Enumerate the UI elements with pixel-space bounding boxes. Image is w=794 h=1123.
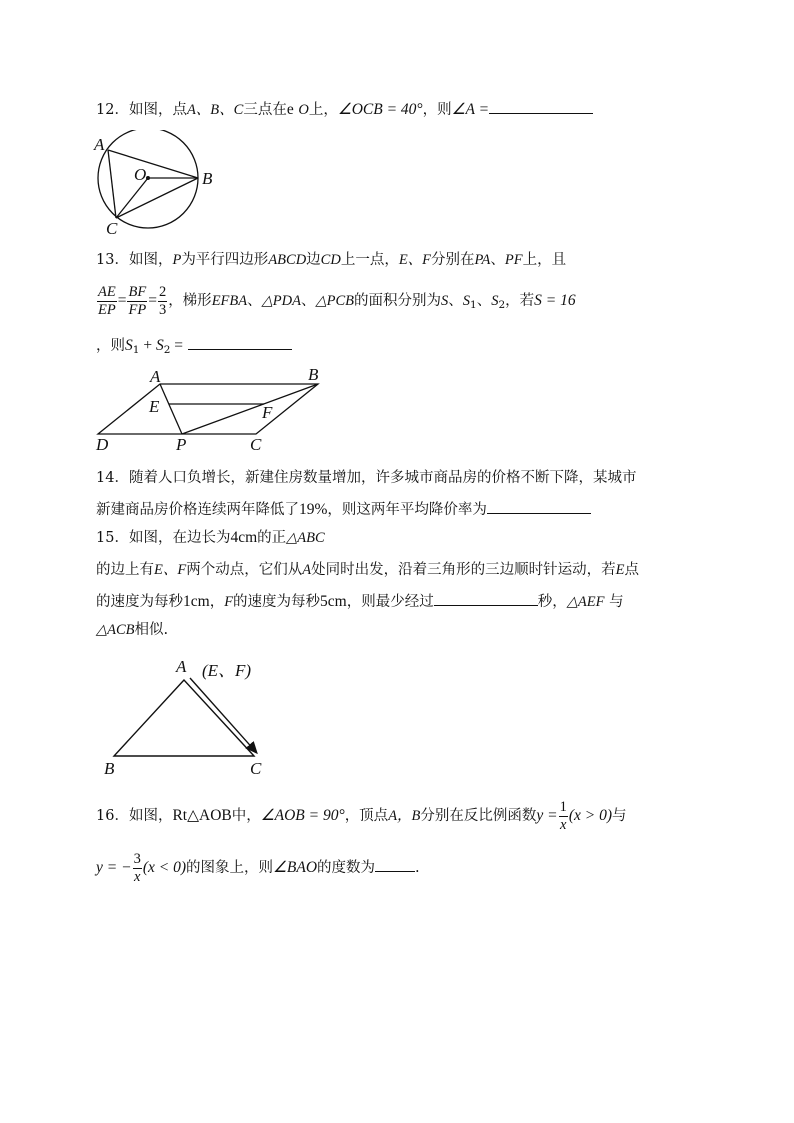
q12-chord-ac <box>108 150 116 218</box>
q12-center-dot <box>146 176 150 180</box>
q14-answer-blank[interactable] <box>487 498 591 514</box>
q12-label-b: B <box>202 169 213 188</box>
q12-text: 12．如图，点A、B、C三点在e O上，∠OCB = 40°，则∠A = <box>96 98 593 120</box>
q16-answer-blank[interactable] <box>375 856 415 872</box>
q12-answer-blank[interactable] <box>489 98 593 114</box>
q13-label-d: D <box>96 435 109 454</box>
q13-segment-pb <box>182 384 318 434</box>
q15-line-3: 的速度为每秒1cm，F的速度为每秒5cm，则最少经过 秒，△AEF 与 <box>96 590 624 612</box>
q13-fraction-bf-fp: $\frac{BF}{FP}$ <box>128 283 147 318</box>
question-13 <box>96 248 716 358</box>
q13-fraction-ae-ep: $\frac{AE}{EP}$ <box>98 283 116 318</box>
q15-answer-blank[interactable] <box>434 590 538 606</box>
question-15 <box>96 528 716 646</box>
q15-line-2: 的边上有E、F两个动点，它们从A处同时出发，沿着三角形的三边顺时针运动，若E点 <box>96 562 639 578</box>
q15-label-a: A <box>176 657 187 676</box>
q15-label-ef: (E、F) <box>202 661 252 680</box>
q15-triangle <box>114 680 254 756</box>
q15-motion-arrow <box>190 678 256 752</box>
q12-circle-figure <box>88 130 228 240</box>
q12-label-a: A <box>94 135 105 154</box>
q13-line-2: $\frac{AE}{EP}$ = $\frac{BF}{FP}$ = $\frac{2}{3}$ ，梯形EFBA、△PDA、△PCB的面积分别为S、$S_1$、$S_2$，若S = 16 <box>98 283 576 318</box>
q16-line-2: y = − $\frac{3}{x}$ (x < 0)的图象上，则∠BAO的度数为 . <box>96 850 420 885</box>
question-16 <box>96 796 716 896</box>
q15-line-4: △ACB相似. <box>96 622 169 638</box>
q13-parallelogram-figure <box>92 366 332 456</box>
q13-answer-blank[interactable] <box>188 334 292 350</box>
q13-label-b: B <box>308 366 319 384</box>
q13-line-1: 13．如图，P为平行四边形ABCD边CD上一点，E、F分别在PA、PF上，且 <box>96 252 567 268</box>
q13-label-c: C <box>250 435 262 454</box>
q12-label-c: C <box>106 219 118 238</box>
q13-parallelogram <box>98 384 318 434</box>
q13-label-a: A <box>150 367 161 386</box>
q15-triangle-figure <box>100 654 280 779</box>
q13-line-3: ，则$S_1 + S_2$ = <box>96 334 292 360</box>
q14-line-1: 14．随着人口负增长，新建住房数量增加，许多城市商品房的价格不断下降，某城市 <box>96 470 637 486</box>
q15-line-1: 15．如图，在边长为4cm的正△ABC <box>96 529 325 546</box>
q13-segment-pa <box>160 384 182 434</box>
q15-label-c: C <box>250 759 262 778</box>
q15-label-b: B <box>104 759 115 778</box>
q12-chord-ab <box>108 150 198 178</box>
q14-line-2: 新建商品房价格连续两年降低了19%，则这两年平均降价率为 <box>96 498 591 520</box>
q13-label-p: P <box>176 435 187 454</box>
q16-line-1: 16．如图，Rt△AOB中，∠AOB = 90°，顶点A，B分别在反比例函数y = $\frac{1}{x}$ (x > 0)与 <box>96 798 627 833</box>
q12-label-o: O <box>134 165 147 184</box>
question-14 <box>96 468 716 524</box>
q13-fraction-2-3: $\frac{2}{3}$ <box>158 283 167 318</box>
question-12 <box>96 98 696 122</box>
q13-label-e: E <box>149 397 160 416</box>
q12-radius-oc <box>116 178 148 218</box>
q16-fraction-1-x: $\frac{1}{x}$ <box>559 798 567 833</box>
q12-chord-cb <box>116 178 198 218</box>
q16-fraction-3-x: $\frac{3}{x}$ <box>133 850 141 885</box>
q13-label-f: F <box>262 403 273 422</box>
